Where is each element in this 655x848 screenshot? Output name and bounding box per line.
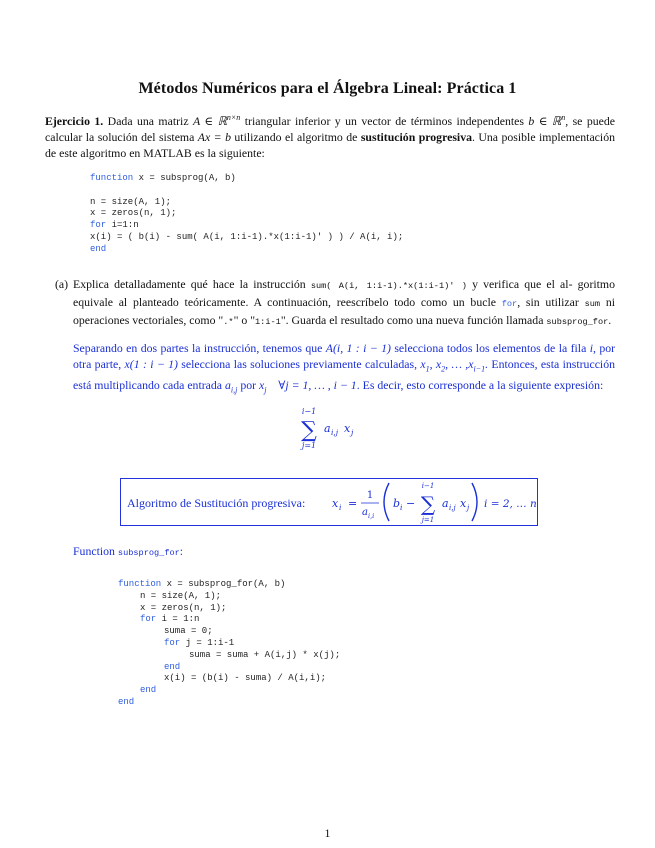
code-line: n = size(A, 1); bbox=[140, 590, 222, 601]
function-name: subsprog_for bbox=[117, 548, 180, 558]
item-text: . bbox=[608, 313, 612, 327]
code-text: i=1:n bbox=[106, 220, 139, 231]
left-paren-icon bbox=[384, 483, 389, 521]
answer-text: la fila bbox=[558, 341, 587, 355]
matrix-expression bbox=[193, 114, 240, 128]
math-expression: $x_1$, $x_2$, … $,x_{i-1}$. bbox=[420, 357, 489, 374]
code-line bbox=[90, 173, 403, 185]
math-expression: i bbox=[589, 341, 593, 355]
exercise-label: Ejercicio 1. bbox=[45, 113, 104, 128]
code-line: n = size(A, 1); bbox=[90, 196, 172, 207]
keyword: for bbox=[164, 637, 181, 648]
math-subscript: i,j bbox=[230, 385, 238, 395]
function-label: Function bbox=[73, 544, 115, 558]
vector-expression: b ∈ ℝ$^n$, bbox=[528, 113, 569, 128]
code-line bbox=[118, 662, 340, 674]
rhs-b-subscript: i bbox=[400, 503, 403, 512]
answer-text: selecciona las soluciones previamente calculadas, bbox=[181, 357, 418, 371]
item-text: utilizar bbox=[545, 295, 579, 309]
math-symbol: x bbox=[420, 357, 426, 371]
item-text: y verifica que el al- bbox=[472, 277, 573, 291]
answer-text: Separando en dos partes la instrucción, tenemos que bbox=[73, 341, 323, 355]
exercise-text-5: . Una bbox=[472, 129, 499, 144]
math-expression: x(1 : i − 1) bbox=[124, 357, 178, 371]
function-colon: : bbox=[179, 544, 184, 558]
term-a-subscript: i,j bbox=[449, 504, 456, 512]
matrix-symbol: A ∈ ℝ bbox=[193, 113, 227, 128]
code-line: x(i) = (b(i) - suma) / A(i,i); bbox=[164, 673, 327, 684]
sum-term-x-subscript: j bbox=[351, 428, 354, 437]
answer-text: , por otra parte, bbox=[73, 341, 616, 371]
code-line bbox=[118, 614, 340, 626]
system-expression: Ax = b bbox=[197, 129, 231, 144]
algorithm-box bbox=[120, 478, 538, 526]
sum-lower-limit: j=1 bbox=[301, 441, 317, 450]
inline-code: 1:i-1 bbox=[255, 317, 281, 327]
inline-code: for bbox=[501, 299, 518, 309]
code-block-subsprog-for bbox=[118, 579, 340, 709]
method-name: sustitución progresiva bbox=[360, 129, 472, 144]
inline-code: .* bbox=[223, 317, 234, 327]
sum-upper-limit: i−1 bbox=[421, 482, 435, 490]
lhs-subscript: i bbox=[339, 503, 342, 512]
math-symbol: x bbox=[468, 357, 474, 371]
fraction-numerator: 1 bbox=[366, 490, 374, 501]
exercise-text-3: se puede calcular la solución del sistema bbox=[45, 113, 615, 144]
page-title: Métodos Numéricos para el Álgebra Lineal: Práctica 1 bbox=[138, 80, 517, 97]
keyword: end bbox=[164, 661, 181, 672]
answer-text: por bbox=[240, 378, 257, 393]
lhs-x: x bbox=[332, 497, 339, 510]
code-line: suma = suma + A(i,j) * x(j); bbox=[189, 649, 341, 660]
code-line bbox=[118, 697, 340, 709]
summation-expression bbox=[290, 404, 380, 454]
page-number: 1 bbox=[324, 826, 331, 840]
sum-upper-limit: i−1 bbox=[301, 407, 317, 416]
sigma-icon: ∑ bbox=[301, 418, 317, 443]
exercise-text-4: utilizando el algoritmo de bbox=[234, 129, 358, 144]
answer-text: Entonces, esta instrucción está multiplicando cada entrada bbox=[73, 357, 616, 393]
math-subscript: 1 bbox=[425, 364, 430, 374]
code-block-subsprog bbox=[90, 173, 403, 256]
keyword: function bbox=[118, 579, 162, 589]
algorithm-formula bbox=[121, 479, 537, 525]
matrix-dimension: n×n bbox=[226, 113, 241, 122]
item-label: (a) bbox=[55, 277, 69, 291]
exercise-text-1: Dada una matriz bbox=[107, 113, 189, 128]
math-expression: A(i, 1 : i − 1) bbox=[325, 341, 391, 355]
minus-sign: − bbox=[406, 497, 416, 510]
keyword: end bbox=[140, 685, 157, 696]
item-body bbox=[73, 276, 615, 330]
answer-text: selecciona todos los elementos de bbox=[394, 341, 556, 355]
code-text: x = subsprog(A, b) bbox=[133, 173, 236, 183]
sum-term-x: x bbox=[344, 422, 351, 435]
math-expression: ∀j = 1, … , i − 1 bbox=[278, 378, 357, 393]
algorithm-label: Algoritmo de Sustitución progresiva: bbox=[127, 496, 306, 510]
math-symbol: x bbox=[259, 378, 265, 393]
code-line bbox=[118, 579, 340, 591]
keyword: end bbox=[90, 243, 107, 254]
vector-symbol: b ∈ ℝ bbox=[528, 113, 562, 128]
answer-text: esto corresponde a la siguiente expresión: bbox=[406, 378, 604, 393]
item-text: Explica detalladamente qué hace la instrucción bbox=[73, 277, 306, 291]
sum-lower-limit: j=1 bbox=[421, 516, 435, 524]
keyword: for bbox=[90, 220, 107, 231]
code-line bbox=[90, 220, 403, 232]
function-heading bbox=[73, 543, 615, 561]
fraction-denominator: a bbox=[362, 507, 368, 518]
term-x: x bbox=[460, 497, 467, 510]
sum-term-a: a bbox=[324, 422, 331, 435]
code-line: suma = 0; bbox=[164, 626, 213, 637]
exercise-statement bbox=[45, 110, 615, 161]
inline-code: sum bbox=[584, 299, 601, 309]
code-line bbox=[118, 685, 340, 697]
answer-paragraph bbox=[73, 340, 615, 399]
math-symbol: x bbox=[435, 357, 442, 371]
math-expression bbox=[259, 378, 267, 395]
code-text: i = 1:n bbox=[156, 614, 200, 625]
fraction-denominator-subscript: i,i bbox=[368, 512, 375, 520]
code-line bbox=[118, 638, 340, 650]
math-expression bbox=[225, 378, 238, 395]
term-x-subscript: j bbox=[467, 504, 470, 512]
math-subscript: i−1 bbox=[473, 364, 486, 374]
math-subscript: j bbox=[264, 385, 267, 395]
term-a: a bbox=[442, 497, 449, 510]
exercise-text-6: posible implementación de este algoritmo en MATLAB es la siguiente: bbox=[45, 129, 615, 160]
item-text: ni operaciones vectoriales, como " bbox=[73, 295, 616, 327]
inline-code: sum( A(i, 1:i-1).*x(1:i-1)' ) bbox=[310, 281, 467, 291]
math-symbol: , … , bbox=[445, 357, 469, 371]
item-text: función llamada bbox=[467, 313, 544, 327]
keyword: for bbox=[140, 614, 157, 625]
item-text: " o " bbox=[233, 313, 256, 327]
exercise-text-2: triangular inferior y un vector de términos independentes bbox=[244, 113, 524, 128]
item-text: ". Guarda el resultado como una nueva bbox=[280, 313, 465, 327]
code-text: j = 1:i-1 bbox=[180, 637, 235, 648]
sigma-icon: ∑ bbox=[420, 492, 436, 516]
code-text: x = subsprog_for(A, b) bbox=[161, 579, 286, 589]
math-subscript: 2 bbox=[441, 364, 446, 374]
code-line bbox=[90, 244, 403, 256]
answer-text: . Es decir, bbox=[356, 378, 404, 393]
rhs-b: b bbox=[393, 497, 401, 510]
code-line: x(i) = ( b(i) - sum( A(i, 1:i-1).*x(1:i-1)' ) ) / A(i, i); bbox=[90, 231, 404, 242]
code-line: x = zeros(n, 1); bbox=[140, 602, 227, 613]
item-text: , sin bbox=[517, 295, 540, 309]
code-line: x = zeros(n, 1); bbox=[90, 208, 177, 219]
inline-code: subsprog_for bbox=[546, 317, 609, 327]
vector-dimension: n bbox=[561, 113, 566, 122]
keyword: function bbox=[90, 173, 134, 183]
index-range: i = 2, … n bbox=[484, 498, 537, 510]
right-paren-icon bbox=[472, 483, 477, 521]
math-symbol: a bbox=[225, 378, 231, 393]
item-text: goritmo equivale al planteado teóricamente. A continuación, reescríbelo todo como un bucle bbox=[73, 277, 616, 309]
keyword: end bbox=[118, 696, 135, 707]
equals-sign: = bbox=[348, 497, 358, 510]
sum-term-a-subscript: i,j bbox=[331, 428, 339, 437]
